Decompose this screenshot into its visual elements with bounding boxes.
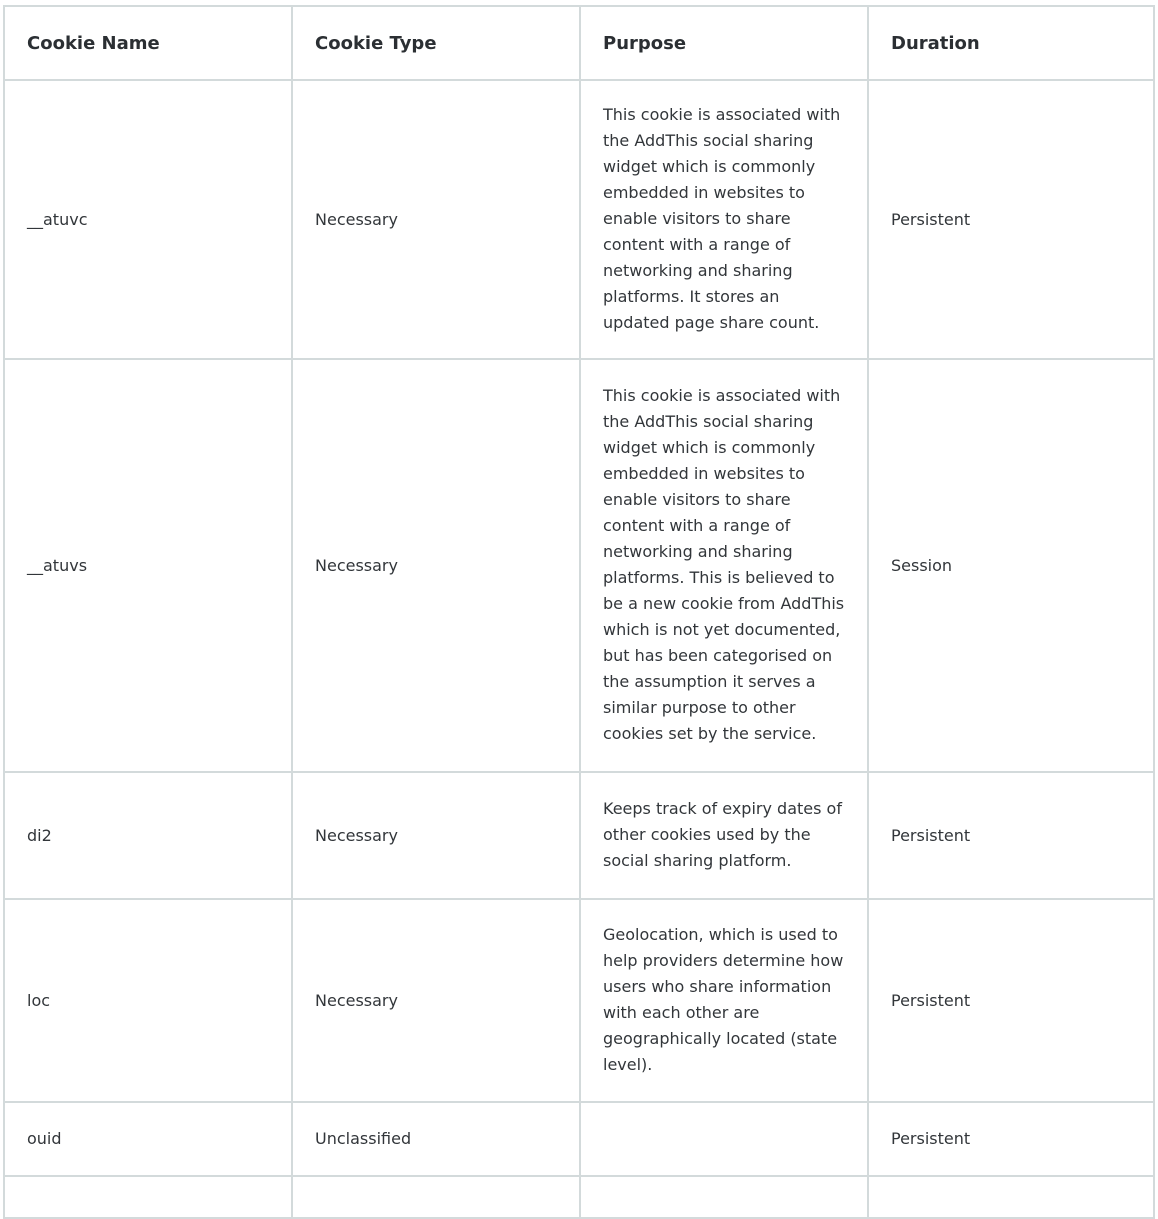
cell-cookie-type [292,1176,580,1218]
cell-cookie-name: __atuvc [4,80,292,359]
cell-cookie-type: Unclassified [292,1102,580,1176]
cell-purpose [580,1102,868,1176]
cell-cookie-name: di2 [4,772,292,899]
cell-duration: Session [868,359,1154,772]
cell-duration: Persistent [868,1102,1154,1176]
cell-purpose: This cookie is associated with the AddThis social sharing widget which is commonly embedded in websites to enable visitors to share content with a range of networking and sharing platforms. It stores an updated page share count. [580,80,868,359]
cell-cookie-name [4,1176,292,1218]
header-purpose: Purpose [580,6,868,80]
cell-purpose: Geolocation, which is used to help providers determine how users who share information with each other are geographically located (state level). [580,899,868,1102]
cell-cookie-name: __atuvs [4,359,292,772]
table-row [4,359,1154,772]
table-row-partial [4,1176,1154,1218]
header-duration: Duration [868,6,1154,80]
header-cookie-name: Cookie Name [4,6,292,80]
cell-cookie-type: Necessary [292,80,580,359]
cookie-table [3,5,1155,1219]
cell-duration [868,1176,1154,1218]
cookie-table-container [3,5,1153,1219]
header-row [4,6,1154,80]
table-row [4,899,1154,1102]
cell-duration: Persistent [868,899,1154,1102]
table-header [4,6,1154,80]
table-body [4,80,1154,1218]
table-row [4,772,1154,899]
cell-duration: Persistent [868,80,1154,359]
cell-cookie-name: loc [4,899,292,1102]
cell-duration: Persistent [868,772,1154,899]
cell-cookie-type: Necessary [292,772,580,899]
cell-cookie-name: ouid [4,1102,292,1176]
cell-cookie-type: Necessary [292,359,580,772]
cell-purpose: This cookie is associated with the AddThis social sharing widget which is commonly embedded in websites to enable visitors to share content with a range of networking and sharing platforms. This is believed to be a new cookie from AddThis which is not yet documented, but has been categorised on the assumption it serves a similar purpose to other cookies set by the service. [580,359,868,772]
table-row [4,80,1154,359]
header-cookie-type: Cookie Type [292,6,580,80]
cell-purpose: Keeps track of expiry dates of other cookies used by the social sharing platform. [580,772,868,899]
cell-cookie-type: Necessary [292,899,580,1102]
cell-purpose [580,1176,868,1218]
table-row [4,1102,1154,1176]
